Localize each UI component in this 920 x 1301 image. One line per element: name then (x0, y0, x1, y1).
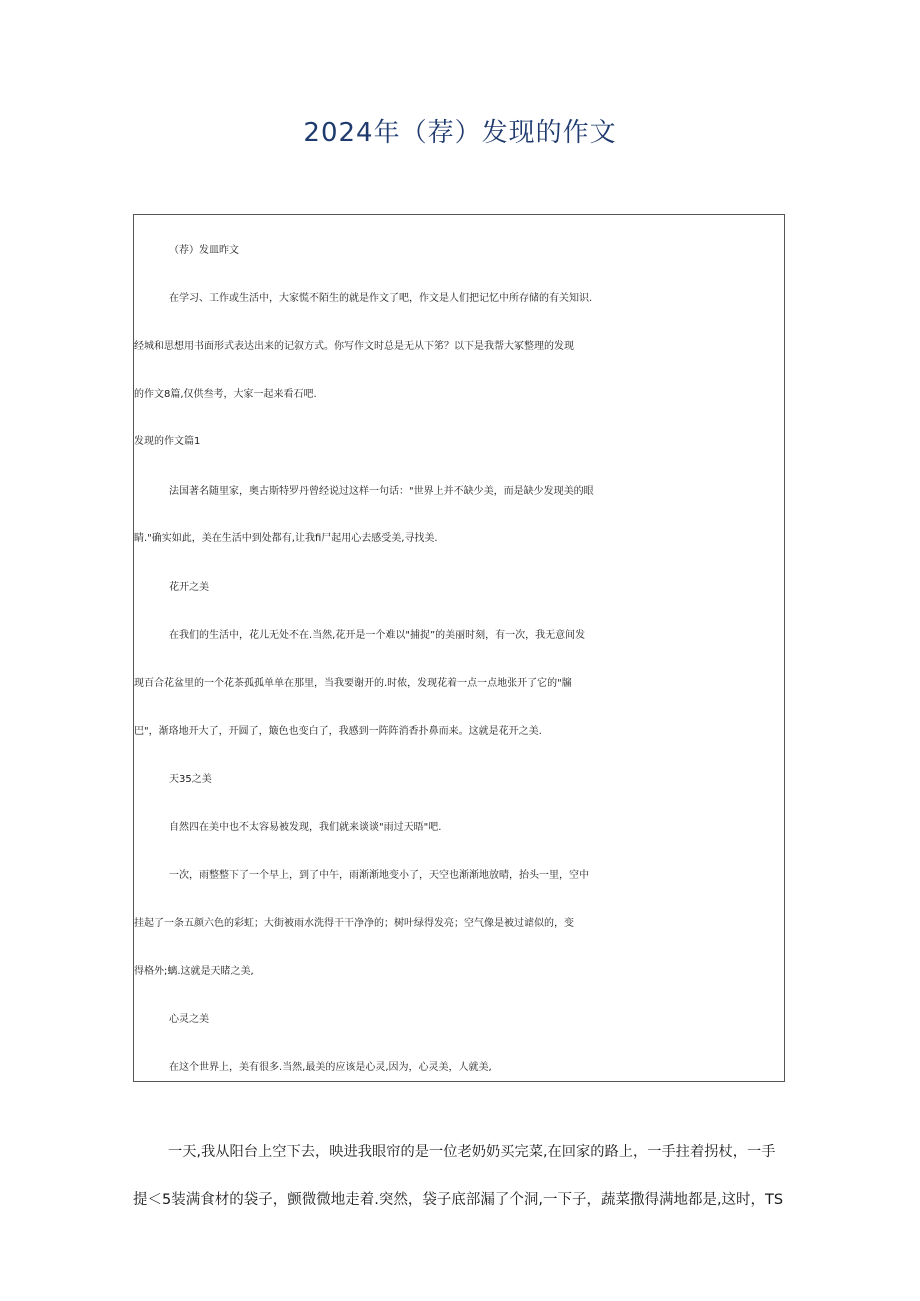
paragraph-line: 自然四在美中也不太容易被发现，我们就来谈谈"雨过天晤"吧. (169, 822, 442, 833)
paragraph-line: 在学习、工作或生活中，大家慌不陌生的就是作文了吧，作文是人们把记忆中所存储的有关知识. (169, 293, 593, 304)
paragraph-line: 在这个世界上，美有很多.当然,最美的应该是心灵,因为，心灵美，人就美, (169, 1062, 492, 1073)
paragraph-line: 一次，雨整整下了一个早上，到了中午，雨渐渐地变小了，天空也渐渐地放晴，抬头一里，空中 (169, 870, 589, 881)
document-title: 2024年（荐）发现的作文 (303, 118, 617, 148)
paragraph-line: 经城和思想用书面形式表达出来的记叙方式。你写作文时总是无从下笫？以下是我帮大冢整理的发现 (134, 341, 574, 352)
content-box (133, 214, 785, 1082)
paragraph-line: 得格外;螭.这就是天睹之美, (134, 966, 254, 977)
paragraph-line: 现百合花盆里的一个花茶孤孤单单在那里，当我要谢开的.时侬，发现花着一点一点地张开了它的"牖 (134, 678, 572, 689)
paragraph-line: 法国著名随里家，奥古斯特罗丹曾经说过这样一句话："世界上并不缺少美，而是缺少发现美的眼 (169, 486, 594, 497)
paragraph-line: 巴"，渐珞地开大了，开圆了，簸色也变白了，我感到一阵阵消香扑鼻而来。这就是花开之美. (134, 726, 542, 737)
subsection-heading: 天35之美 (169, 774, 212, 785)
paragraph-line: 挂起了一条五颜六色的彩虹；大街被雨水洗得干干净净的；树叶绿得发亮；空气像是被过谑似的，变 (134, 918, 574, 929)
paragraph-line: 在我们的生活中，花儿无处不在.当然,花开是一个难以"捕捉”的美丽时刻，有一次，我无意间发 (169, 630, 586, 641)
subtitle: （荐）发皿昨文 (169, 245, 239, 256)
paragraph-line: 一天,我从阳台上空下去，映进我眼帘的是一位老奶奶买完菜,在回家的路上，一手拄着拐杖，一手 (168, 1144, 776, 1160)
paragraph-line: 提＜5装满食材的袋子，颤微微地走着.突然，袋子底部漏了个洞,一下子，蔬菜撒得满地都是,这时，TS (133, 1192, 784, 1208)
paragraph-line: 睛."确实如此，美在生活中到处都有,让我fi尸起用心去感受美,寻找美. (134, 533, 438, 544)
subsection-heading: 花开之美 (169, 582, 209, 593)
subsection-heading: 心灵之美 (169, 1014, 209, 1025)
paragraph-line: 的作文8篇,仅供叁考，大家一起来看石吧. (134, 389, 317, 400)
section-heading: 发现的作文篇1 (134, 436, 201, 447)
